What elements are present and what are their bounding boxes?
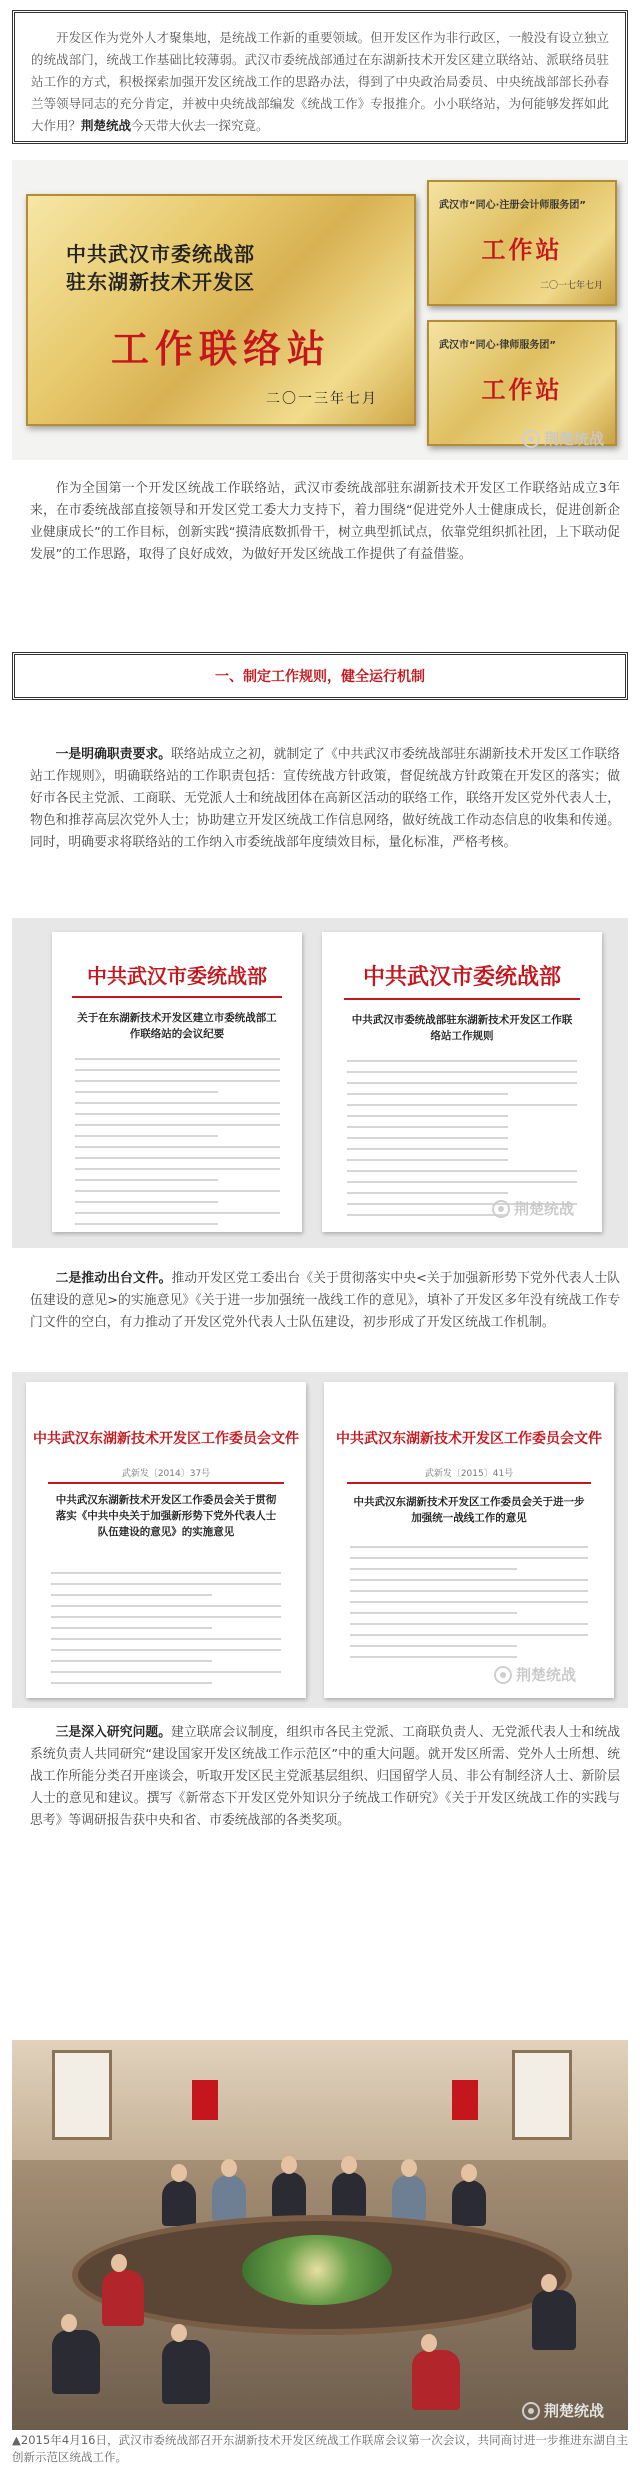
paragraph-overview: 作为全国第一个开发区统战工作联络站，武汉市委统战部驻东湖新技术开发区工作联络站成立3年来，在市委统战部直接领导和开发区党工委大力支持下，着力围绕“促进党外人士健康成长，促进创新企业健康成长”的工作目标，创新实践“摸清底数抓骨干，树立典型抓试点，依靠党组织抓社团，上下联动促发展”的工作思路，取得了良好成效，为做好开发区统战工作提供了有益借鉴。 <box>30 481 620 562</box>
doc-3-title: 中共武汉东湖新技术开发区工作委员会关于贯彻落实《中共中央关于加强新形势下党外代表人士队伍建设的意见》的实施意见 <box>55 1494 277 1538</box>
photo-window <box>52 2050 112 2140</box>
main-plaque-title: 工作联络站 <box>110 326 331 371</box>
photo-person <box>212 2175 246 2221</box>
wechat-icon <box>522 430 540 448</box>
photo-person <box>392 2175 426 2221</box>
doc-1-header: 中共武汉市委统战部 <box>87 964 267 988</box>
small-plaque-1-top: 武汉市“同心·注册会计师服务团” <box>439 200 586 211</box>
main-plaque-line1: 中共武汉市委统战部 <box>66 242 255 266</box>
point-2-lead: 二是推动出台文件。 <box>55 1271 172 1286</box>
document-meeting-minutes <box>52 932 302 1232</box>
main-plaque-line2: 驻东湖新技术开发区 <box>66 270 255 294</box>
small-plaque-1-title: 工作站 <box>481 235 563 264</box>
photo-person <box>52 2330 100 2394</box>
doc-3-rule <box>48 1482 283 1484</box>
watermark-text: 荆楚统战 <box>544 430 605 448</box>
watermark-3 <box>494 1664 576 1685</box>
photo-person <box>162 2340 210 2404</box>
intro-text: 开发区作为党外人才聚集地，是统战工作新的重要领域。但开发区作为非行政区，一般没有设立独立的统战部门，统战工作基础比较薄弱。武汉市委统战部通过在东湖新技术开发区建立联络站、派联络员驻站工作的方式，积极探索加强开发区统战工作的思路办法，得到了中央政治局委员、中央统战部部长孙春兰等领导同志的充分肯定，并被中央统战部编发《统战工作》专报推介。小小联络站，为何能够发挥如此大作用？ <box>31 30 609 133</box>
paragraph-point-2 <box>30 1268 620 1334</box>
doc-4-title: 中共武汉东湖新技术开发区工作委员会关于进一步加强统一战线工作的意见 <box>353 1496 585 1524</box>
small-plaque-2-top: 武汉市“同心·律师服务团” <box>439 340 556 351</box>
small-plaque-2-title: 工作站 <box>481 375 563 404</box>
section-heading: 一、制定工作规则，健全运行机制 <box>215 669 425 685</box>
wechat-icon <box>494 1666 512 1684</box>
small-plaque-accountants <box>427 180 617 306</box>
doc-3-header: 中共武汉东湖新技术开发区工作委员会文件 <box>33 1431 299 1447</box>
photo-window <box>512 2050 572 2140</box>
photo-person <box>412 2350 460 2410</box>
main-plaque-date: 二〇一三年七月 <box>266 391 378 407</box>
wechat-icon <box>492 1200 510 1218</box>
photo-person <box>272 2172 306 2218</box>
photo-caption: ▲2015年4月16日，武汉市委统战部召开东湖新技术开发区统战工作联席会议第一次会议，共同商讨进一步推进东湖自主创新示范区统战工作。 <box>12 2433 628 2464</box>
watermark-4 <box>522 2400 604 2421</box>
point-2-text: 推动开发区党工委出台《关于贯彻落实中央<关于加强新形势下党外代表人士队伍建设的意见>的实施意见》《关于进一步加强统一战线工作的意见》，填补了开发区多年没有统战工作专门文件的空白，有力推动了开发区党外代表人士队伍建设，初步形成了开发区统战工作机制。 <box>30 1271 620 1330</box>
doc-4-body <box>350 1546 588 1667</box>
document-work-rules <box>322 932 602 1232</box>
photo-person <box>162 2180 196 2226</box>
watermark-text: 荆楚统战 <box>516 1666 577 1684</box>
photo-person <box>532 2290 576 2350</box>
meeting-photo <box>12 2040 628 2430</box>
doc-1-rule <box>72 996 282 998</box>
doc-4-rule <box>347 1482 591 1484</box>
intro-account-name: 荆楚统战 <box>81 118 132 133</box>
photo-person <box>102 2270 144 2326</box>
point-3-text: 建立联席会议制度，组织市各民主党派、工商联负责人、无党派代表人士和统战系统负责人共同研究“建设国家开发区统战工作示范区”中的重大问题。就开发区所需、党外人士所想、统战工作所能分类召开座谈会，听取开发区民主党派基层组织、归国留学人员、非公有制经济人士、新阶层人士的意见和建议。撰写《新常态下开发区党外知识分子统战工作研究》《关于开发区统战工作的实践与思考》等调研报告获中央和省、市委统战部的各类奖项。 <box>30 1725 620 1828</box>
doc-4-number: 武新发〔2015〕41号 <box>424 1469 514 1479</box>
document-implementation-opinion <box>26 1382 306 1698</box>
section-heading-box <box>12 652 628 700</box>
document-united-front-opinion <box>324 1382 614 1698</box>
point-3-lead: 三是深入研究问题。 <box>55 1725 172 1740</box>
doc-2-title: 中共武汉市委统战部驻东湖新技术开发区工作联络站工作规则 <box>351 1014 573 1042</box>
documents-photo-2 <box>12 1372 628 1708</box>
watermark-2 <box>492 1198 574 1219</box>
doc-2-rule <box>344 998 579 1000</box>
photo-flowers <box>242 2235 392 2305</box>
doc-4-header: 中共武汉东湖新技术开发区工作委员会文件 <box>336 1431 602 1447</box>
doc-3-body <box>51 1572 281 1693</box>
photo-flag <box>192 2080 218 2120</box>
paragraph-point-3 <box>30 1722 620 1832</box>
intro-paragraph <box>31 27 609 137</box>
plaque-photo <box>12 160 628 460</box>
doc-1-title: 关于在东湖新技术开发区建立市委统战部工作联络站的会议纪要 <box>77 1012 277 1040</box>
small-plaque-1-date: 二〇一七年七月 <box>539 281 603 291</box>
watermark <box>522 428 604 449</box>
doc-2-header: 中共武汉市委统战部 <box>362 964 561 990</box>
watermark-text: 荆楚统战 <box>514 1200 575 1218</box>
intro-box <box>12 10 628 144</box>
intro-tail: 今天带大伙去一探究竟。 <box>131 118 269 133</box>
photo-person <box>332 2172 366 2218</box>
doc-3-number: 武新发〔2014〕37号 <box>121 1469 211 1479</box>
wechat-icon <box>522 2402 540 2420</box>
documents-photo-1 <box>12 918 628 1248</box>
photo-flag <box>452 2080 478 2120</box>
watermark-text: 荆楚统战 <box>544 2402 605 2420</box>
doc-1-body <box>75 1058 280 1234</box>
paragraph-point-1 <box>30 744 620 854</box>
point-1-text: 联络站成立之初，就制定了《中共武汉市委统战部驻东湖新技术开发区工作联络站工作规则》，明确联络站的工作职责包括：宣传统战方针政策，督促统战方针政策在开发区的落实；做好市各民主党派、工商联、无党派人士和统战团体在高新区活动的联络工作，联络开发区党外代表人士，物色和推荐高层次党外人士；协助建立开发区统战工作信息网络，做好统战工作动态信息的收集和传递。同时，明确要求将联络站的工作纳入市委统战部年度绩效目标，量化标准，严格考核。 <box>30 747 620 850</box>
photo-person <box>452 2180 486 2226</box>
point-1-lead: 一是明确职责要求。 <box>55 747 172 762</box>
main-plaque <box>26 194 416 426</box>
